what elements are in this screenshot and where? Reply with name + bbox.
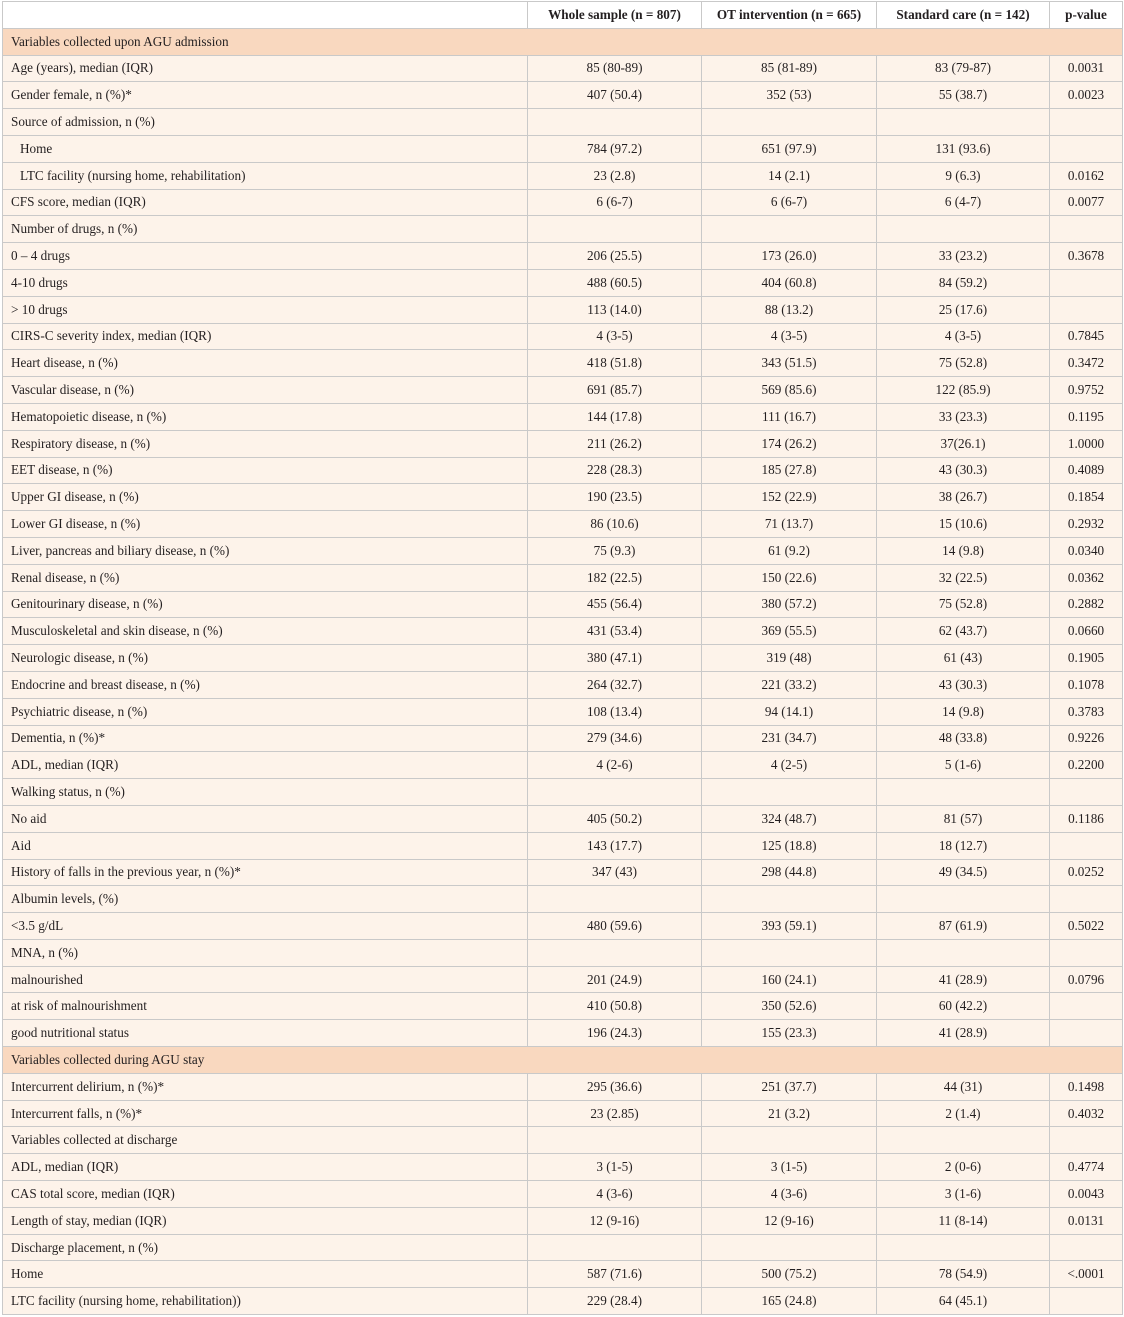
cell-whole-sample: 264 (32.7) — [528, 671, 702, 698]
cell-ot-intervention: 319 (48) — [702, 645, 877, 672]
row-label: at risk of malnourishment — [3, 993, 528, 1020]
table-header — [3, 2, 1123, 29]
cell-ot-intervention: 221 (33.2) — [702, 671, 877, 698]
cell-ot-intervention: 298 (44.8) — [702, 859, 877, 886]
row-label: malnourished — [3, 966, 528, 993]
cell-whole-sample: 182 (22.5) — [528, 564, 702, 591]
cell-ot-intervention — [702, 1127, 877, 1154]
row-label: ADL, median (IQR) — [3, 1154, 528, 1181]
table-row — [3, 350, 1123, 377]
cell-whole-sample — [528, 939, 702, 966]
cell-p-value: 0.0131 — [1050, 1207, 1123, 1234]
row-label: Dementia, n (%)* — [3, 725, 528, 752]
cell-ot-intervention: 111 (16.7) — [702, 403, 877, 430]
row-label: CFS score, median (IQR) — [3, 189, 528, 216]
cell-standard-care: 41 (28.9) — [877, 966, 1050, 993]
cell-whole-sample: 3 (1-5) — [528, 1154, 702, 1181]
cell-whole-sample: 405 (50.2) — [528, 805, 702, 832]
row-label: 4-10 drugs — [3, 269, 528, 296]
cell-ot-intervention — [702, 886, 877, 913]
cell-ot-intervention: 350 (52.6) — [702, 993, 877, 1020]
table-row — [3, 591, 1123, 618]
cell-whole-sample — [528, 1127, 702, 1154]
row-label: Musculoskeletal and skin disease, n (%) — [3, 618, 528, 645]
table-row — [3, 296, 1123, 323]
row-label: Source of admission, n (%) — [3, 109, 528, 136]
cell-p-value — [1050, 296, 1123, 323]
cell-p-value — [1050, 832, 1123, 859]
cell-standard-care: 37(26.1) — [877, 430, 1050, 457]
cell-whole-sample: 488 (60.5) — [528, 269, 702, 296]
table-row — [3, 323, 1123, 350]
cell-p-value: 0.0362 — [1050, 564, 1123, 591]
cell-ot-intervention: 12 (9-16) — [702, 1207, 877, 1234]
cell-standard-care: 3 (1-6) — [877, 1181, 1050, 1208]
table-row — [3, 109, 1123, 136]
cell-whole-sample: 85 (80-89) — [528, 55, 702, 82]
cell-standard-care: 60 (42.2) — [877, 993, 1050, 1020]
row-label: Walking status, n (%) — [3, 779, 528, 806]
table-row — [3, 966, 1123, 993]
table-row — [3, 671, 1123, 698]
table-row — [3, 403, 1123, 430]
table-row — [3, 377, 1123, 404]
cell-whole-sample — [528, 779, 702, 806]
cell-whole-sample: 229 (28.4) — [528, 1288, 702, 1315]
cell-standard-care — [877, 886, 1050, 913]
row-label: History of falls in the previous year, n (%)* — [3, 859, 528, 886]
table-row — [3, 457, 1123, 484]
cell-p-value: <.0001 — [1050, 1261, 1123, 1288]
cell-p-value: 0.2200 — [1050, 752, 1123, 779]
row-label: No aid — [3, 805, 528, 832]
cell-standard-care: 18 (12.7) — [877, 832, 1050, 859]
row-label: Intercurrent falls, n (%)* — [3, 1100, 528, 1127]
cell-whole-sample: 211 (26.2) — [528, 430, 702, 457]
cell-p-value: 0.4774 — [1050, 1154, 1123, 1181]
row-label: Genitourinary disease, n (%) — [3, 591, 528, 618]
cell-whole-sample: 691 (85.7) — [528, 377, 702, 404]
cell-ot-intervention: 125 (18.8) — [702, 832, 877, 859]
cell-ot-intervention: 152 (22.9) — [702, 484, 877, 511]
row-label: good nutritional status — [3, 1020, 528, 1047]
cell-p-value: 0.1186 — [1050, 805, 1123, 832]
cell-p-value: 0.1498 — [1050, 1073, 1123, 1100]
cell-whole-sample: 6 (6-7) — [528, 189, 702, 216]
section-header-row — [3, 1047, 1123, 1074]
cell-p-value: 0.9752 — [1050, 377, 1123, 404]
cell-whole-sample: 4 (2-6) — [528, 752, 702, 779]
row-label: Psychiatric disease, n (%) — [3, 698, 528, 725]
row-label: <3.5 g/dL — [3, 913, 528, 940]
table-row — [3, 1181, 1123, 1208]
section-label: Variables collected upon AGU admission — [3, 28, 1123, 55]
cell-ot-intervention — [702, 1234, 877, 1261]
table-row — [3, 1288, 1123, 1315]
cell-ot-intervention: 21 (3.2) — [702, 1100, 877, 1127]
table-row — [3, 216, 1123, 243]
cell-whole-sample: 108 (13.4) — [528, 698, 702, 725]
cell-p-value — [1050, 1127, 1123, 1154]
row-label: Endocrine and breast disease, n (%) — [3, 671, 528, 698]
row-label: Number of drugs, n (%) — [3, 216, 528, 243]
cell-p-value — [1050, 779, 1123, 806]
section-label: Variables collected during AGU stay — [3, 1047, 1123, 1074]
cell-ot-intervention: 14 (2.1) — [702, 162, 877, 189]
cell-ot-intervention: 380 (57.2) — [702, 591, 877, 618]
cell-p-value: 0.0031 — [1050, 55, 1123, 82]
row-label: Variables collected at discharge — [3, 1127, 528, 1154]
row-label: Aid — [3, 832, 528, 859]
cell-ot-intervention: 61 (9.2) — [702, 537, 877, 564]
cell-ot-intervention: 651 (97.9) — [702, 135, 877, 162]
row-label: Hematopoietic disease, n (%) — [3, 403, 528, 430]
cell-standard-care: 33 (23.3) — [877, 403, 1050, 430]
row-label: 0 – 4 drugs — [3, 243, 528, 270]
cell-whole-sample: 23 (2.8) — [528, 162, 702, 189]
cell-whole-sample: 407 (50.4) — [528, 82, 702, 109]
cell-ot-intervention: 85 (81-89) — [702, 55, 877, 82]
row-label: Intercurrent delirium, n (%)* — [3, 1073, 528, 1100]
cell-ot-intervention: 343 (51.5) — [702, 350, 877, 377]
cell-whole-sample — [528, 109, 702, 136]
header-ot-intervention: OT intervention (n = 665) — [702, 2, 877, 29]
cell-ot-intervention: 4 (3-6) — [702, 1181, 877, 1208]
row-label: Heart disease, n (%) — [3, 350, 528, 377]
cell-standard-care: 41 (28.9) — [877, 1020, 1050, 1047]
cell-standard-care: 75 (52.8) — [877, 591, 1050, 618]
table-row — [3, 537, 1123, 564]
table-row — [3, 645, 1123, 672]
table-row — [3, 752, 1123, 779]
cell-p-value: 0.4032 — [1050, 1100, 1123, 1127]
cell-p-value: 0.1854 — [1050, 484, 1123, 511]
cell-whole-sample: 12 (9-16) — [528, 1207, 702, 1234]
table-row — [3, 484, 1123, 511]
cell-p-value: 0.4089 — [1050, 457, 1123, 484]
cell-whole-sample: 587 (71.6) — [528, 1261, 702, 1288]
table-row — [3, 189, 1123, 216]
cell-standard-care — [877, 779, 1050, 806]
row-label: Home — [3, 1261, 528, 1288]
cell-standard-care — [877, 1234, 1050, 1261]
cell-p-value — [1050, 269, 1123, 296]
table-row — [3, 1261, 1123, 1288]
row-label: > 10 drugs — [3, 296, 528, 323]
cell-whole-sample: 190 (23.5) — [528, 484, 702, 511]
cell-ot-intervention — [702, 779, 877, 806]
cell-standard-care: 14 (9.8) — [877, 698, 1050, 725]
cell-whole-sample — [528, 216, 702, 243]
cell-p-value — [1050, 939, 1123, 966]
table-row — [3, 993, 1123, 1020]
row-label: Home — [3, 135, 528, 162]
header-standard-care: Standard care (n = 142) — [877, 2, 1050, 29]
cell-ot-intervention: 155 (23.3) — [702, 1020, 877, 1047]
cell-whole-sample: 144 (17.8) — [528, 403, 702, 430]
cell-whole-sample: 480 (59.6) — [528, 913, 702, 940]
cell-standard-care: 84 (59.2) — [877, 269, 1050, 296]
cell-p-value: 0.3783 — [1050, 698, 1123, 725]
cell-p-value: 0.0043 — [1050, 1181, 1123, 1208]
cell-ot-intervention: 4 (2-5) — [702, 752, 877, 779]
cell-p-value: 0.5022 — [1050, 913, 1123, 940]
cell-standard-care: 2 (0-6) — [877, 1154, 1050, 1181]
cell-standard-care: 15 (10.6) — [877, 511, 1050, 538]
row-label: Neurologic disease, n (%) — [3, 645, 528, 672]
table-body — [3, 28, 1123, 1314]
cell-p-value: 0.7845 — [1050, 323, 1123, 350]
cell-p-value: 0.0077 — [1050, 189, 1123, 216]
cell-whole-sample: 23 (2.85) — [528, 1100, 702, 1127]
cell-whole-sample: 455 (56.4) — [528, 591, 702, 618]
cell-standard-care: 14 (9.8) — [877, 537, 1050, 564]
cell-p-value — [1050, 1288, 1123, 1315]
cell-standard-care: 32 (22.5) — [877, 564, 1050, 591]
cell-ot-intervention: 393 (59.1) — [702, 913, 877, 940]
cell-whole-sample: 4 (3-6) — [528, 1181, 702, 1208]
row-label: Gender female, n (%)* — [3, 82, 528, 109]
table-row — [3, 859, 1123, 886]
table-row — [3, 725, 1123, 752]
cell-whole-sample: 4 (3-5) — [528, 323, 702, 350]
table-row — [3, 135, 1123, 162]
cell-p-value — [1050, 216, 1123, 243]
cell-ot-intervention: 71 (13.7) — [702, 511, 877, 538]
cell-whole-sample — [528, 886, 702, 913]
table-row — [3, 913, 1123, 940]
cell-standard-care: 43 (30.3) — [877, 457, 1050, 484]
cell-p-value — [1050, 1234, 1123, 1261]
row-label: Upper GI disease, n (%) — [3, 484, 528, 511]
cell-standard-care — [877, 1127, 1050, 1154]
cell-p-value: 1.0000 — [1050, 430, 1123, 457]
cell-p-value — [1050, 993, 1123, 1020]
cell-p-value: 0.1195 — [1050, 403, 1123, 430]
cell-p-value: 0.3678 — [1050, 243, 1123, 270]
table-row — [3, 243, 1123, 270]
table-row — [3, 1020, 1123, 1047]
cell-whole-sample: 113 (14.0) — [528, 296, 702, 323]
cell-ot-intervention: 94 (14.1) — [702, 698, 877, 725]
cell-ot-intervention: 324 (48.7) — [702, 805, 877, 832]
cell-whole-sample — [528, 1234, 702, 1261]
cell-p-value: 0.3472 — [1050, 350, 1123, 377]
cell-p-value: 0.9226 — [1050, 725, 1123, 752]
cell-standard-care: 61 (43) — [877, 645, 1050, 672]
cell-standard-care: 5 (1-6) — [877, 752, 1050, 779]
cell-whole-sample: 228 (28.3) — [528, 457, 702, 484]
cell-ot-intervention: 500 (75.2) — [702, 1261, 877, 1288]
row-label: CIRS-C severity index, median (IQR) — [3, 323, 528, 350]
table-row — [3, 779, 1123, 806]
table-row — [3, 886, 1123, 913]
table-row — [3, 832, 1123, 859]
cell-standard-care: 48 (33.8) — [877, 725, 1050, 752]
cell-standard-care: 2 (1.4) — [877, 1100, 1050, 1127]
row-label: ADL, median (IQR) — [3, 752, 528, 779]
cell-whole-sample: 418 (51.8) — [528, 350, 702, 377]
row-label: EET disease, n (%) — [3, 457, 528, 484]
cell-ot-intervention: 6 (6-7) — [702, 189, 877, 216]
cell-ot-intervention: 88 (13.2) — [702, 296, 877, 323]
cell-standard-care: 4 (3-5) — [877, 323, 1050, 350]
cell-p-value: 0.0660 — [1050, 618, 1123, 645]
cell-ot-intervention: 231 (34.7) — [702, 725, 877, 752]
table-row — [3, 939, 1123, 966]
cell-p-value: 0.0252 — [1050, 859, 1123, 886]
cell-p-value: 0.0340 — [1050, 537, 1123, 564]
table-row — [3, 1234, 1123, 1261]
cell-whole-sample: 431 (53.4) — [528, 618, 702, 645]
cell-whole-sample: 86 (10.6) — [528, 511, 702, 538]
cell-standard-care: 11 (8-14) — [877, 1207, 1050, 1234]
cell-ot-intervention: 3 (1-5) — [702, 1154, 877, 1181]
row-label: LTC facility (nursing home, rehabilitation) — [3, 162, 528, 189]
cell-ot-intervention: 174 (26.2) — [702, 430, 877, 457]
cell-standard-care — [877, 216, 1050, 243]
row-label: CAS total score, median (IQR) — [3, 1181, 528, 1208]
section-header-row — [3, 28, 1123, 55]
row-label: Liver, pancreas and biliary disease, n (%) — [3, 537, 528, 564]
table-row — [3, 698, 1123, 725]
cell-standard-care: 44 (31) — [877, 1073, 1050, 1100]
cell-whole-sample: 784 (97.2) — [528, 135, 702, 162]
cell-standard-care: 75 (52.8) — [877, 350, 1050, 377]
row-label: Respiratory disease, n (%) — [3, 430, 528, 457]
cell-ot-intervention: 4 (3-5) — [702, 323, 877, 350]
cell-whole-sample: 143 (17.7) — [528, 832, 702, 859]
cell-p-value — [1050, 886, 1123, 913]
table-row — [3, 511, 1123, 538]
cell-ot-intervention: 404 (60.8) — [702, 269, 877, 296]
row-label: Albumin levels, (%) — [3, 886, 528, 913]
cell-standard-care — [877, 109, 1050, 136]
cell-standard-care: 25 (17.6) — [877, 296, 1050, 323]
cell-standard-care: 49 (34.5) — [877, 859, 1050, 886]
cell-p-value — [1050, 135, 1123, 162]
cell-p-value — [1050, 109, 1123, 136]
cell-ot-intervention: 173 (26.0) — [702, 243, 877, 270]
cell-p-value: 0.2882 — [1050, 591, 1123, 618]
row-label: Renal disease, n (%) — [3, 564, 528, 591]
table-row — [3, 430, 1123, 457]
cell-p-value: 0.0023 — [1050, 82, 1123, 109]
cell-ot-intervention: 165 (24.8) — [702, 1288, 877, 1315]
cell-standard-care: 81 (57) — [877, 805, 1050, 832]
cell-standard-care: 78 (54.9) — [877, 1261, 1050, 1288]
cell-standard-care: 43 (30.3) — [877, 671, 1050, 698]
cell-standard-care: 122 (85.9) — [877, 377, 1050, 404]
row-label: Age (years), median (IQR) — [3, 55, 528, 82]
cell-p-value — [1050, 1020, 1123, 1047]
cell-ot-intervention: 352 (53) — [702, 82, 877, 109]
cell-whole-sample: 75 (9.3) — [528, 537, 702, 564]
table-row — [3, 162, 1123, 189]
table-row — [3, 1127, 1123, 1154]
row-label: Lower GI disease, n (%) — [3, 511, 528, 538]
header-row — [3, 2, 1123, 29]
table-row — [3, 1207, 1123, 1234]
cell-ot-intervention — [702, 216, 877, 243]
row-label: MNA, n (%) — [3, 939, 528, 966]
header-whole-sample: Whole sample (n = 807) — [528, 2, 702, 29]
cell-ot-intervention: 150 (22.6) — [702, 564, 877, 591]
table-row — [3, 269, 1123, 296]
row-label: LTC facility (nursing home, rehabilitation)) — [3, 1288, 528, 1315]
cell-ot-intervention: 251 (37.7) — [702, 1073, 877, 1100]
cell-standard-care: 38 (26.7) — [877, 484, 1050, 511]
cell-standard-care: 55 (38.7) — [877, 82, 1050, 109]
table-row — [3, 618, 1123, 645]
cell-whole-sample: 347 (43) — [528, 859, 702, 886]
cell-p-value: 0.2932 — [1050, 511, 1123, 538]
row-label: Vascular disease, n (%) — [3, 377, 528, 404]
cell-p-value: 0.0162 — [1050, 162, 1123, 189]
cell-whole-sample: 295 (36.6) — [528, 1073, 702, 1100]
cell-whole-sample: 206 (25.5) — [528, 243, 702, 270]
cell-p-value: 0.1905 — [1050, 645, 1123, 672]
row-label: Length of stay, median (IQR) — [3, 1207, 528, 1234]
table-row — [3, 1073, 1123, 1100]
table-row — [3, 55, 1123, 82]
cell-p-value: 0.1078 — [1050, 671, 1123, 698]
cell-standard-care: 9 (6.3) — [877, 162, 1050, 189]
cell-standard-care: 33 (23.2) — [877, 243, 1050, 270]
cell-ot-intervention: 369 (55.5) — [702, 618, 877, 645]
table-row — [3, 1100, 1123, 1127]
cell-ot-intervention — [702, 939, 877, 966]
table-row — [3, 805, 1123, 832]
cell-standard-care: 64 (45.1) — [877, 1288, 1050, 1315]
cell-p-value: 0.0796 — [1050, 966, 1123, 993]
header-p-value: p-value — [1050, 2, 1123, 29]
table-row — [3, 564, 1123, 591]
cell-standard-care: 131 (93.6) — [877, 135, 1050, 162]
cell-standard-care: 87 (61.9) — [877, 913, 1050, 940]
cell-ot-intervention — [702, 109, 877, 136]
cell-standard-care: 83 (79-87) — [877, 55, 1050, 82]
cell-ot-intervention: 185 (27.8) — [702, 457, 877, 484]
cell-ot-intervention: 160 (24.1) — [702, 966, 877, 993]
cell-standard-care: 62 (43.7) — [877, 618, 1050, 645]
cell-whole-sample: 380 (47.1) — [528, 645, 702, 672]
cell-whole-sample: 196 (24.3) — [528, 1020, 702, 1047]
cell-whole-sample: 279 (34.6) — [528, 725, 702, 752]
characteristics-table — [2, 1, 1123, 1315]
table-row — [3, 1154, 1123, 1181]
cell-whole-sample: 410 (50.8) — [528, 993, 702, 1020]
header-variable — [3, 2, 528, 29]
cell-standard-care: 6 (4-7) — [877, 189, 1050, 216]
cell-standard-care — [877, 939, 1050, 966]
cell-whole-sample: 201 (24.9) — [528, 966, 702, 993]
table-row — [3, 82, 1123, 109]
row-label: Discharge placement, n (%) — [3, 1234, 528, 1261]
cell-ot-intervention: 569 (85.6) — [702, 377, 877, 404]
